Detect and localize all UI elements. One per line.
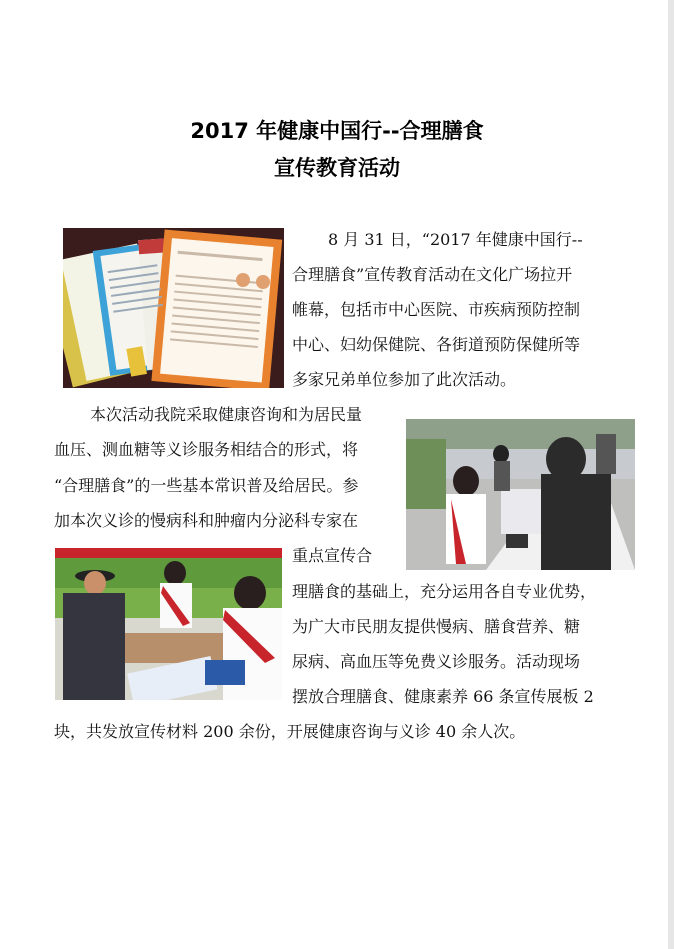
paragraph-2-line-1: 本次活动我院采取健康咨询和为居民量 <box>90 405 363 424</box>
paragraph-2-line-7: 为广大市民朋友提供慢病、膳食营养、糖 <box>292 617 581 636</box>
document-title-line-2: 宣传教育活动 <box>274 156 400 180</box>
paragraph-2-line-6: 理膳食的基础上，充分运用各自专业优势， <box>292 582 597 601</box>
elderly-consultation-illustration <box>55 548 282 700</box>
photo-pamphlets <box>63 228 284 388</box>
paragraph-1-line-5: 多家兄弟单位参加了此次活动。 <box>292 370 517 389</box>
paragraph-2-line-5: 重点宣传合 <box>292 546 373 565</box>
paragraph-2-line-9: 摆放合理膳食、健康素养 66 条宣传展板 2 <box>292 687 594 706</box>
paragraph-2-line-2: 血压、测血糖等义诊服务相结合的形式，将 <box>54 440 359 459</box>
paragraph-2-line-10: 块，共发放宣传材料 200 余份，开展健康咨询与义诊 40 余人次。 <box>54 722 526 741</box>
document-title-line-1: 2017 年健康中国行--合理膳食 <box>190 119 484 143</box>
paragraph-1-line-1: 8 月 31 日，“2017 年健康中国行-- <box>328 230 583 249</box>
pamphlets-illustration <box>63 228 284 388</box>
photo-elderly-consultation <box>55 548 282 700</box>
consultation-illustration <box>406 419 635 570</box>
paragraph-2-line-3: “合理膳食”的一些基本常识普及给居民。参 <box>54 476 359 495</box>
paragraph-1-line-2: 合理膳食”宣传教育活动在文化广场拉开 <box>292 265 573 284</box>
paragraph-2-line-4: 加本次义诊的慢病科和肿瘤内分泌科专家在 <box>54 511 359 530</box>
paragraph-1-line-4: 中心、妇幼保健院、各街道预防保健所等 <box>292 335 581 354</box>
paragraph-2-line-8: 尿病、高血压等免费义诊服务。活动现场 <box>292 652 581 671</box>
paragraph-1-line-3: 帷幕，包括市中心医院、市疾病预防控制 <box>292 300 581 319</box>
photo-consultation <box>406 419 635 570</box>
